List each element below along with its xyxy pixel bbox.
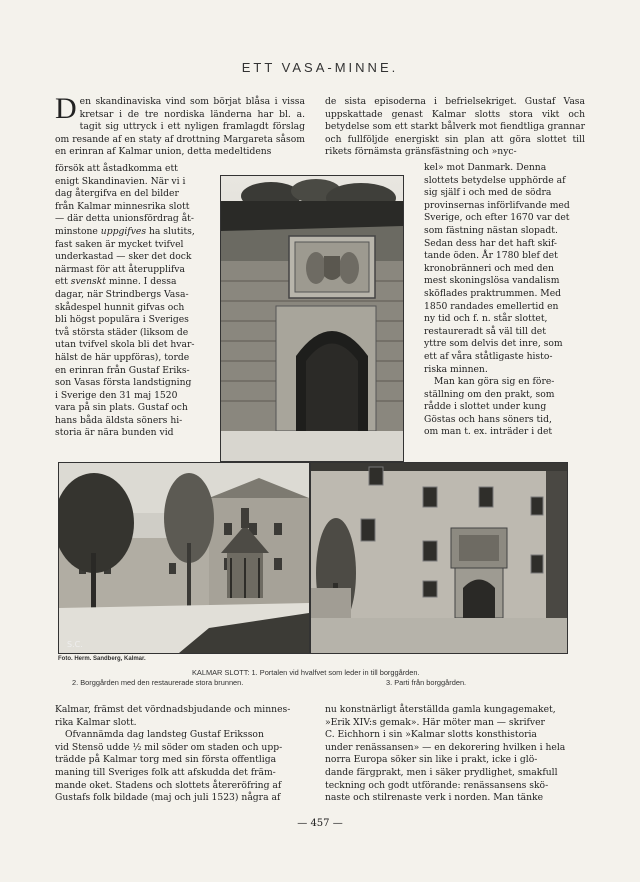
col1-narrow-text: försök att åstadkomma ett enigt Skandinavien. När vi i dag återgifva en del bilder från Kalmar minnesrika slott — där detta unionsfördrag åt- minstone uppgifves ha slutits, fast saken är mycket tvifvel underkastad — sker det dock närmast för att återupplifva ett svenskt minne. I dessa dagar, när Strindbergs Vasa- skådespel hunnit gifvas och bli högst populära i Sveriges två största städer (liksom de utan tvifvel skola bli det hvar- hälst de här uppföras), torde en erinran från Gustaf Eriks- son Vasas första landstigning i Sverige den 31 maj 1520 vara på sin plats. Gustaf och hans båda äldsta söners hi- storia är nära bunden vid <box>55 163 195 439</box>
photo-courtyard-part <box>310 462 568 654</box>
photo-label: S.C. <box>67 640 83 649</box>
caption-line-1: KALMAR SLOTT: 1. Portalen vid hvalfvet som leder in till borggården. <box>192 668 420 677</box>
photo-courtyard-well <box>58 462 310 654</box>
caption-line-2-right: 3. Parti från borggården. <box>386 678 467 687</box>
col1-bottom-text: Kalmar, främst det vördnadsbjudande och minnes- rika Kalmar slott. Ofvannämda dag landsteg Gustaf Eriksson vid Stensö udde ½ mil söder om staden och upp- trädde på Kalmar torg med sin första offentliga maning till Sveriges folk att afskudda det främ- mande oket. Stadens och slottets återeröfring af Gustafs folk bildade (maj och juli 1523) några af <box>55 704 291 804</box>
col1-intro <box>55 92 305 159</box>
photo-portal <box>220 175 404 462</box>
page-number: — 457 — <box>297 818 343 829</box>
col2-intro: de sista episoderna i befrielsekriget. Gustaf Vasa uppskattade genast Kalmar slotts stora vikt och betydelse som ett starkt bålverk mot fiendtliga grannar och fullföljde energiskt sin plan att göra slottet till rikets förnämsta gränsfästning och »nyc- <box>325 96 585 158</box>
col2-narrow-text: kel» mot Danmark. Denna slottets betydelse upphörde af sig själf i och med de södra provinsernas införlifvande med Sverige, och efter 1670 var det som fästning nästan slopadt. Sedan dess har det haft skif- tande öden. År 1780 blef det kronobränneri och med den mest skoningslösa vandalism sköflades praktrummen. Med 1850 randades emellertid en ny tid och f. n. står slottet, restaureradt så väl till det yttre som delvis det inre, som ett af våra ståtligaste histo- riska minnen. Man kan göra sig en före- ställning om den prakt, som rådde i slottet under kung Göstas och hans söners tid, om man t. ex. inträder i det <box>424 162 570 438</box>
col2-bottom-text: nu konstnärligt återställda gamla kungagemaket, »Erik XIV:s gemak». Här möter man — skrifver C. Eichhorn i sin »Kalmar slotts konsthistoria under renässansen» — en dekorering hvilken i hela norra Europa söker sin like i prakt, icke i glö- dande färgprakt, men i säker prydlighet, smakfull teckning och godt utförande: renässansens skö- naste och stilrenaste verk i norden. Man tänke <box>325 704 566 804</box>
drop-cap: D <box>55 92 77 125</box>
photo-credit: Foto. Herm. Sandberg, Kalmar. <box>58 656 146 662</box>
caption-line-2-left: 2. Borggården med den restaurerade stora brunnen. <box>72 678 244 687</box>
col1-intro-text: en skandinaviska vind som börjat blåsa i vissa kretsar i de tre nordiska länderna har bl. a. tagit sig uttryck i ett nyligen framlagdt förslag om resande af en staty af drottning Margareta såsom en erinran af Kalmar union, detta medeltidens <box>55 96 305 158</box>
article-title: ETT VASA-MINNE. <box>241 60 399 75</box>
